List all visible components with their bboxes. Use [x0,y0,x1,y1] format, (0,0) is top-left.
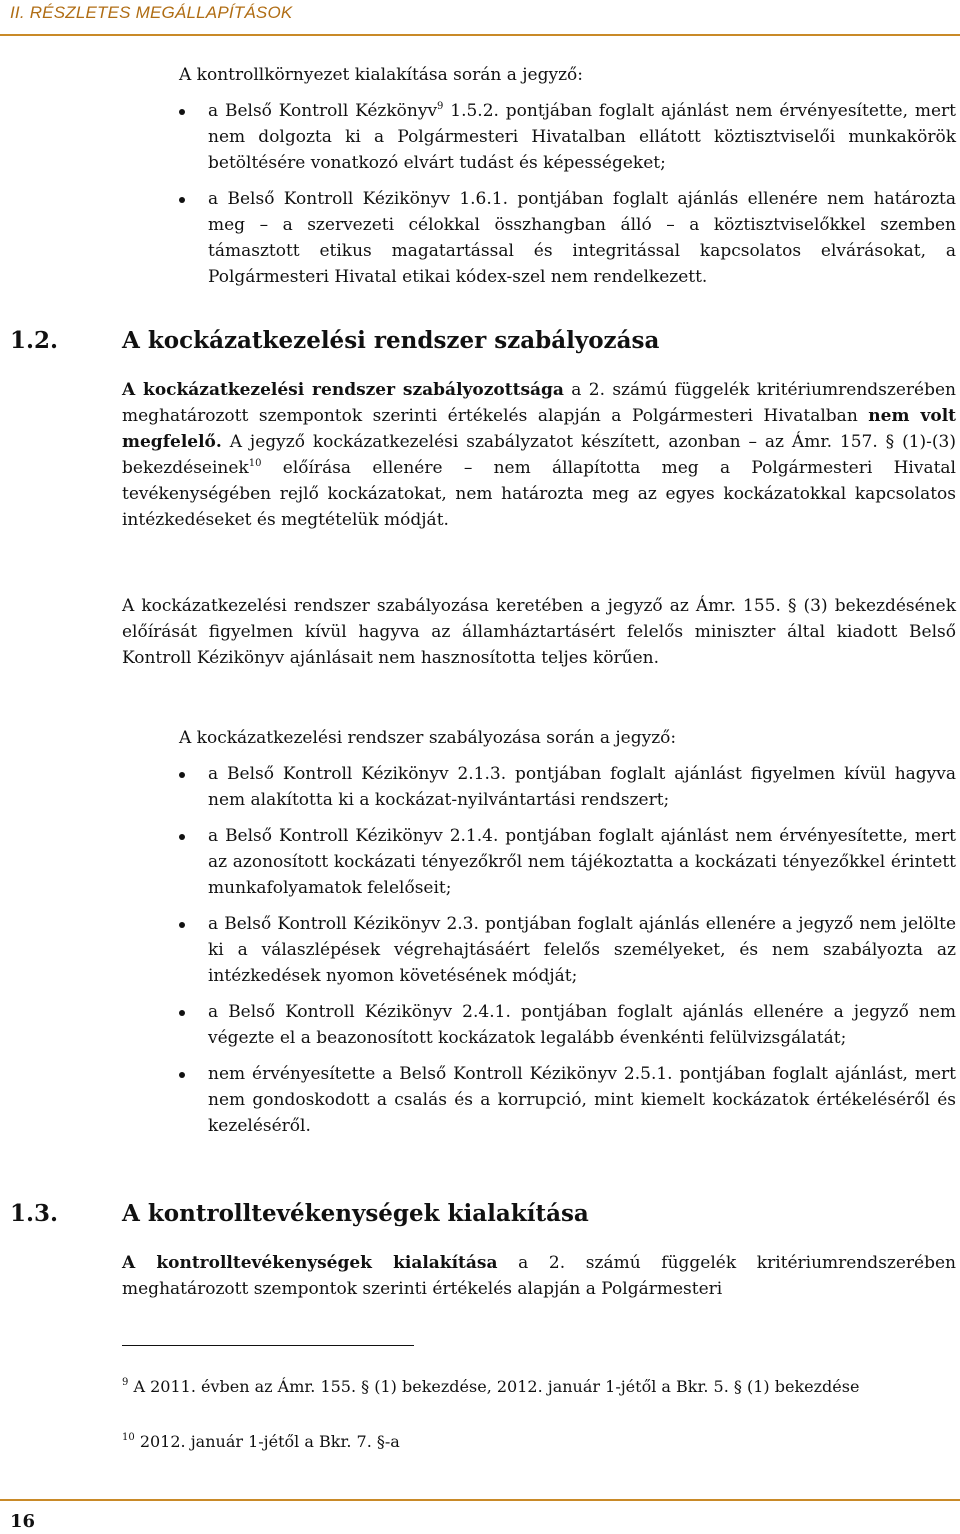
bullet-icon [179,197,185,203]
footnote-divider [122,1345,414,1346]
bullet-icon [179,109,185,115]
risk-list [160,761,956,1149]
footnote-ref: 10 [248,458,262,469]
bullet-icon [179,922,185,928]
list-item: a Belső Kontroll Kézikönyv 2.4.1. pontjában foglalt ajánlás ellenére a jegyző nem végezte el a beazonosított kockázatok legalább évenkénti felülvizsgálatát; [160,999,956,1051]
section-title: A kockázatkezelési rendszer szabályozása [122,327,660,354]
bullet-icon [179,772,185,778]
section-number: 1.3. [10,1200,59,1227]
risk-intro: A kockázatkezelési rendszer szabályozása során a jegyző: [179,728,677,748]
list-item: a Belső Kontroll Kézikönyv 2.3. pontjában foglalt ajánlás ellenére a jegyző nem jelölte ki a válaszlépések végrehajtásáért felelős személyeket, és nem szabályozta az intézkedések nyomon követésének módját; [160,911,956,989]
page-number: 16 [10,1511,36,1532]
bullet-icon [179,1072,185,1078]
list-item: a Belső Kontroll Kézikönyv 2.1.3. pontjában foglalt ajánlást figyelmen kívül hagyva nem alakította ki a kockázat-nyilvántartási rendszert; [160,761,956,813]
list-item: nem érvényesítette a Belső Kontroll Kézikönyv 2.5.1. pontjában foglalt ajánlást, mert nem gondoskodott a csalás és a korrupció, mint kiemelt kockázatok értékeléséről és kezeléséről. [160,1061,956,1139]
paragraph: A kontrolltevékenységek kialakítása a 2. számú függelék kritériumrendszerében meghatározott szempontok szerinti értékelés alapján a Polgármesteri [122,1253,957,1299]
footnote: $^9$ A 2011. évben az Ámr. 155. § (1) bekezdése, 2012. január 1-jétől a Bkr. 5. § (1) bekezdése [122,1377,860,1396]
footer-divider [0,1499,960,1501]
header-title: II. RÉSZLETES MEGÁLLAPÍTÁSOK [10,3,293,22]
list-item: a Belső Kontroll Kézikönyv 2.1.4. pontjában foglalt ajánlást nem érvényesítette, mert az azonosított kockázati tényezőkről nem tájékoztatta a kockázati tényezőkkel érintett munkafolyamatok felelőseit; [160,823,956,901]
footnote-ref: 9 [437,101,444,112]
paragraph: A kockázatkezelési rendszer szabályozottsága a 2. számú függelék kritériumrendszerében meghatározott szempontok szerinti értékelés alapján a Polgármesteri Hivatalban nem volt megfelelő. A jegyző kockázatkezelési szabályzatot készített, azonban – az Ámr. 157. § (1)-(3) bekezdéseinek$^{10}$ előírása ellenére – nem állapította meg a Polgármesteri Hivatal tevékenységében rejlő kockázatokat, nem határozta meg az egyes kockázatokkal kapcsolatos intézkedéseket és megtételük módját. [122,380,956,530]
bullet-icon [179,834,185,840]
list-item: a Belső Kontroll Kézikönyv 1.6.1. pontjában foglalt ajánlás ellenére nem határozta meg – a szervezeti célokkal összhangban álló – a köztisztviselőkkel szemben támasztott etikus magatartással és integritással kapcsolatos elvárásokat, a Polgármesteri Hivatal etikai kódex-szel nem rendelkezett. [160,186,956,290]
section-title: A kontrolltevékenységek kialakítása [122,1200,589,1227]
section-number: 1.2. [10,327,59,354]
footnote-number: 9 [122,1377,129,1388]
paragraph: A kockázatkezelési rendszer szabályozása keretében a jegyző az Ámr. 155. § (3) bekezdésének előírását figyelmen kívül hagyva az államháztartásért felelős miniszter által kiadott Belső Kontroll Kézikönyv ajánlásait nem hasznosította teljes körűen. [122,596,956,668]
page-header [0,0,960,36]
footnote-number: 10 [122,1432,135,1443]
control-env-intro: A kontrollkörnyezet kialakítása során a jegyző: [179,65,584,85]
list-item: a Belső Kontroll Kézkönyv$^9$ 1.5.2. pontjában foglalt ajánlást nem érvényesítette, mert nem dolgozta ki a Polgármesteri Hivatalban ellátott köztisztviselői munkakörök betöltésére vonatkozó elvárt tudást és képességeket; [160,98,956,176]
footnote: $^{10}$ 2012. január 1-jétől a Bkr. 7. §-a [122,1432,400,1451]
control-env-list [160,98,956,300]
bullet-icon [179,1010,185,1016]
